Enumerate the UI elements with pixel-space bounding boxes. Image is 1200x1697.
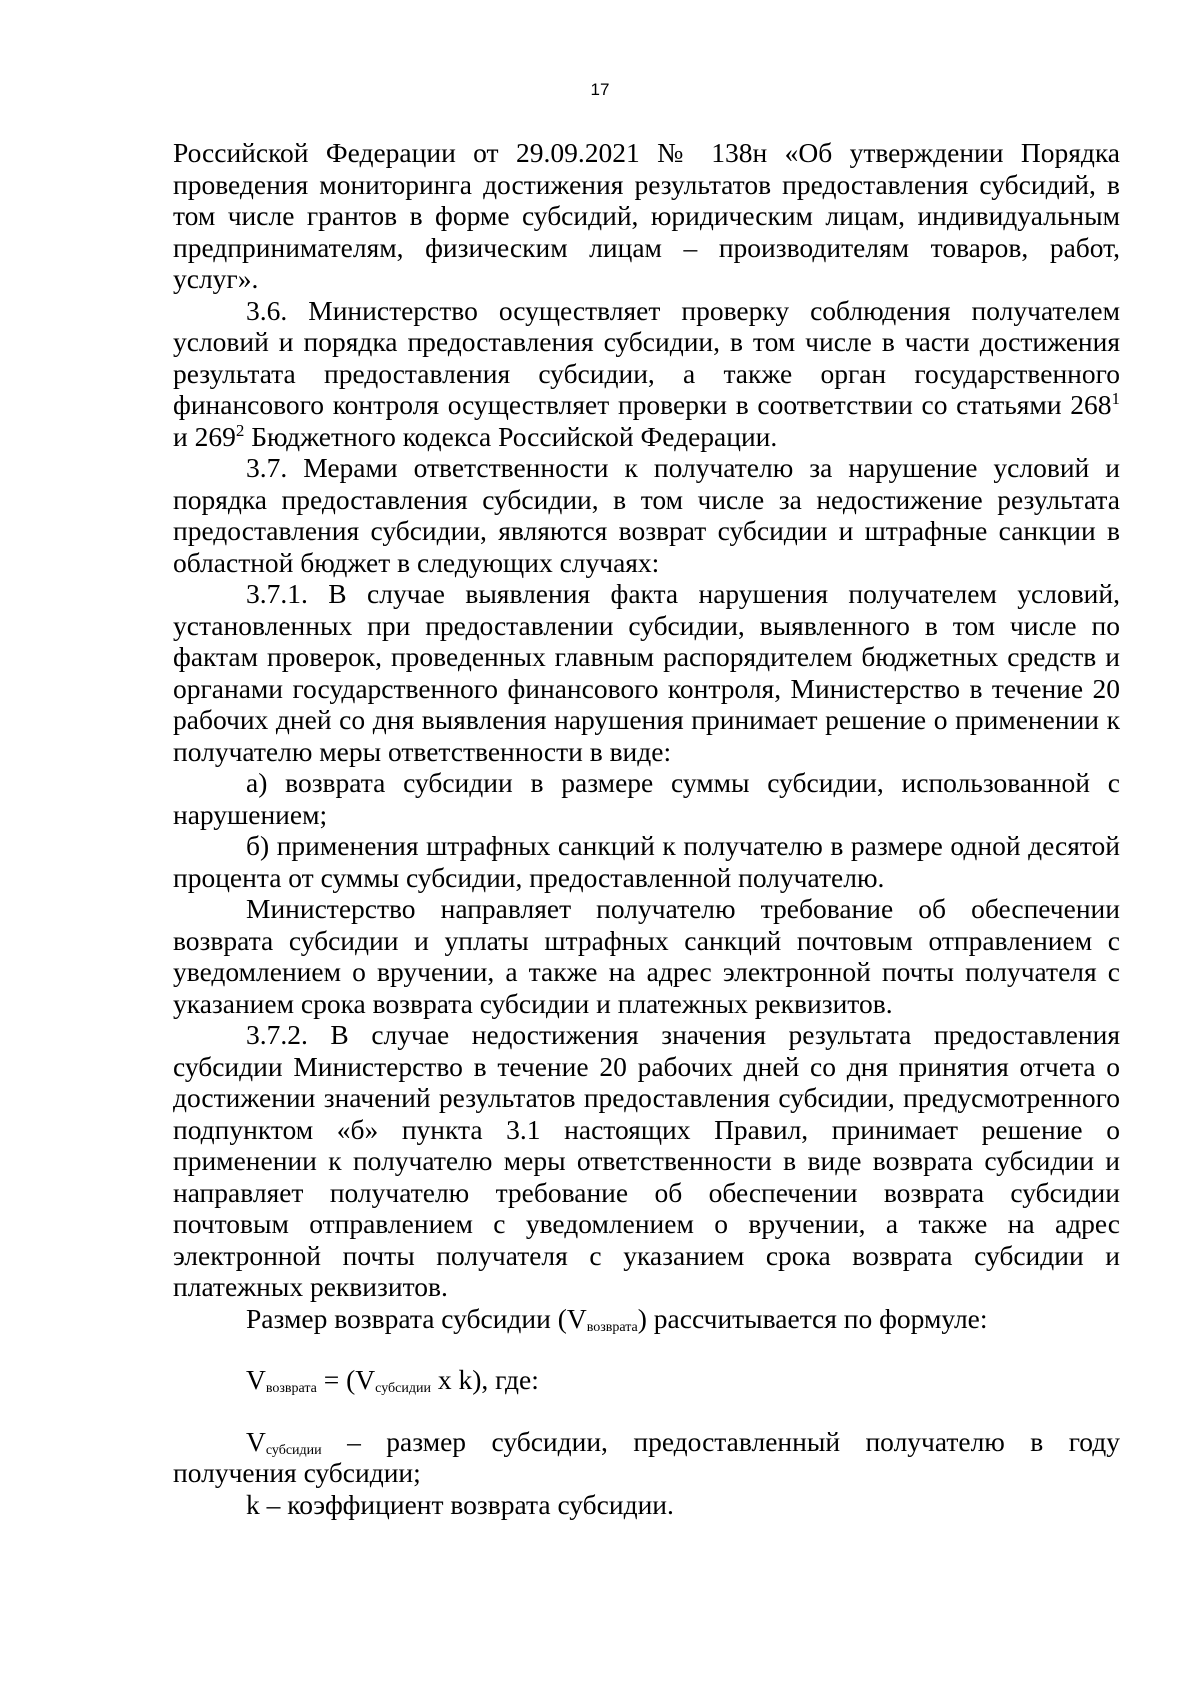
document-body xyxy=(173,137,1120,1520)
formula-sub-refund: возврата xyxy=(265,1381,317,1396)
formula xyxy=(173,1364,1120,1396)
paragraph-3-6-text-c: Бюджетного кодекса Российской Федерации. xyxy=(244,420,778,452)
formula-tail: x k), где: xyxy=(430,1364,539,1395)
paragraph-3-7-1: 3.7.1. В случае выявления факта нарушения получателем условий, установленных при предоставлении субсидии, выявленного в том числе по фактам проверок, проведенных главным распорядителем бюджетных средств и органами государственного финансового контроля, Министерство в течение 20 рабочих дней со дня выявления нарушения принимает решение о применении к получателю меры ответственности в виде: xyxy=(173,578,1120,767)
refund-size-subscript: возврата xyxy=(586,1319,638,1335)
spacer xyxy=(173,1396,1120,1426)
paragraph-ministry-requirement: Министерство направляет получателю требование об обеспечении возврата субсидии и уплаты штрафных санкций почтовым отправлением с уведомлением о вручении, а также на адрес электронной почты получателя с указанием срока возврата субсидии и платежных реквизитов. xyxy=(173,893,1120,1019)
superscript-1: 1 xyxy=(1111,388,1120,408)
refund-size-text-b: ) рассчитывается по формуле: xyxy=(637,1302,988,1334)
superscript-2: 2 xyxy=(235,420,245,440)
definition-v-subsidy xyxy=(173,1426,1120,1489)
paragraph-refund-size xyxy=(173,1303,1120,1335)
definition-subscript: субсидии xyxy=(265,1442,322,1458)
spacer xyxy=(173,1334,1120,1364)
page-number: 17 xyxy=(590,80,610,99)
formula-eq: = (V xyxy=(316,1364,376,1395)
paragraph-3-6-text-b: и 269 xyxy=(173,420,236,452)
definition-k: k – коэффициент возврата субсидии. xyxy=(246,1488,674,1520)
list-item-a: а) возврата субсидии в размере суммы субсидии, использованной с нарушением; xyxy=(173,767,1120,830)
paragraph-3-6 xyxy=(173,295,1120,453)
refund-size-text-a: Размер возврата субсидии (V xyxy=(246,1302,587,1334)
formula-sub-subsidy: субсидии xyxy=(375,1381,431,1396)
definition-v: V xyxy=(246,1425,266,1457)
paragraph-order-reference: Российской Федерации от 29.09.2021 № 138н «Об утверждении Порядка проведения мониторинга достижения результатов предоставления субсидий, в том числе грантов в форме субсидий, юридическим лицам, индивидуальным предпринимателям, физическим лицам – производителям товаров, работ, услуг». xyxy=(173,137,1120,294)
list-item-b: б) применения штрафных санкций к получателю в размере одной десятой процента от суммы субсидии, предоставленной получателю. xyxy=(173,830,1120,893)
formula-v: V xyxy=(246,1364,266,1395)
paragraph-3-6-text-a: 3.6. Министерство осуществляет проверку соблюдения получателем условий и порядка предоставления субсидии, в том числе в части достижения результата предоставления субсидии, а также орган государственного финансового контроля осуществляет проверки в соответствии со статьями 268 xyxy=(173,294,1120,420)
paragraph-3-7: 3.7. Мерами ответственности к получателю за нарушение условий и порядка предоставления субсидии, в том числе за недостижение результата предоставления субсидии, являются возврат субсидии и штрафные санкции в областной бюджет в следующих случаях: xyxy=(173,452,1120,578)
definition-text: – размер субсидии, предоставленный получателю в году получения субсидии; xyxy=(173,1425,1120,1488)
paragraph-3-7-2: 3.7.2. В случае недостижения значения результата предоставления субсидии Министерство в течение 20 рабочих дней со дня принятия отчета о достижении значений результатов предоставления субсидии, предусмотренного подпунктом «б» пункта 3.1 настоящих Правил, принимает решение о применении к получателю меры ответственности в виде возврата субсидии и направляет получателю требование об обеспечении возврата субсидии почтовым отправлением с уведомлением о вручении, а также на адрес электронной почты получателя с указанием срока возврата субсидии и платежных реквизитов. xyxy=(173,1019,1120,1302)
